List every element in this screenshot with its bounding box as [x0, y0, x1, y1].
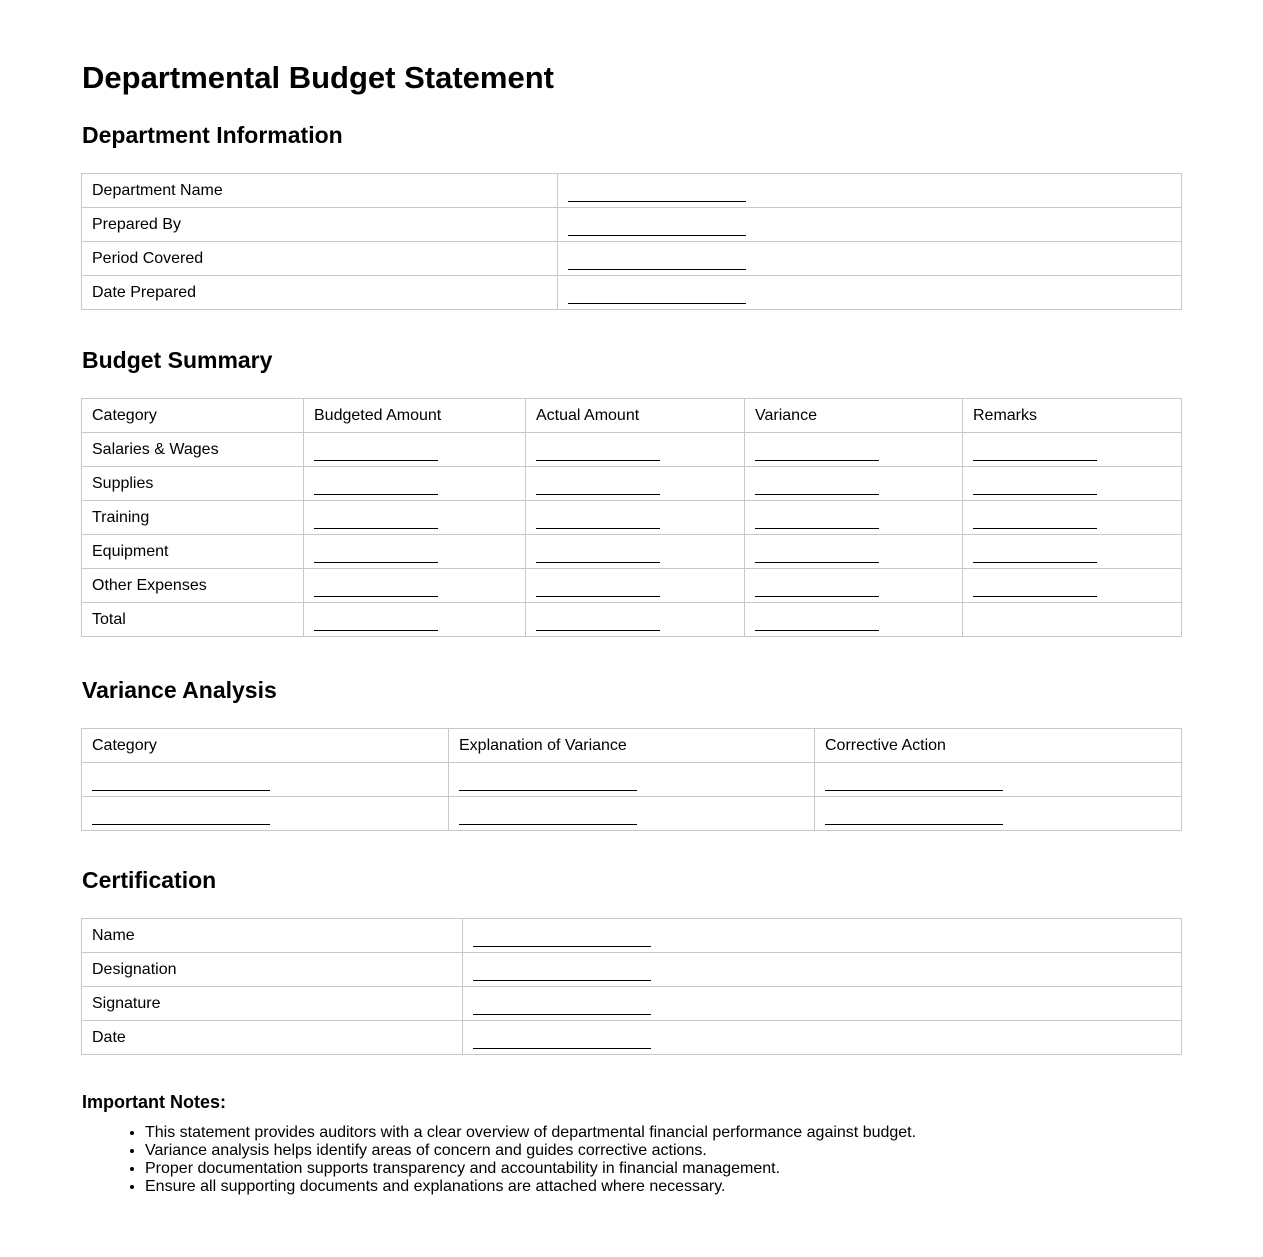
blank-line [568, 255, 746, 270]
field-label: Department Name [82, 174, 558, 208]
period-covered-field[interactable] [558, 242, 1182, 276]
blank-line [755, 514, 879, 529]
actual-amount-field[interactable] [526, 467, 745, 501]
blank-line [755, 446, 879, 461]
corrective-action-field[interactable] [815, 763, 1182, 797]
blank-line [973, 480, 1097, 495]
blank-line [536, 616, 660, 631]
remarks-field[interactable] [963, 467, 1182, 501]
table-row [82, 919, 1182, 953]
table-row [82, 797, 1182, 831]
prepared-by-field[interactable] [558, 208, 1182, 242]
table-row-total [82, 603, 1182, 637]
column-header: Explanation of Variance [449, 729, 815, 763]
blank-line [314, 616, 438, 631]
blank-line [473, 1000, 651, 1015]
blank-line [755, 582, 879, 597]
blank-line [973, 548, 1097, 563]
remarks-field[interactable] [963, 433, 1182, 467]
variance-analysis-heading: Variance Analysis [82, 677, 277, 703]
explanation-field[interactable] [449, 763, 815, 797]
blank-line [825, 776, 1003, 791]
actual-amount-field[interactable] [526, 569, 745, 603]
table-row [82, 174, 1182, 208]
blank-line [314, 548, 438, 563]
table-row [82, 1021, 1182, 1055]
blank-line [755, 616, 879, 631]
budget-summary-table [81, 398, 1182, 637]
budgeted-amount-field[interactable] [304, 501, 526, 535]
budgeted-amount-field[interactable] [304, 569, 526, 603]
list-item: • Ensure all supporting documents and explanations are attached where necessary. [145, 1178, 916, 1196]
variance-field[interactable] [745, 535, 963, 569]
remarks-field[interactable] [963, 535, 1182, 569]
page-title: Departmental Budget Statement [82, 60, 554, 95]
name-field[interactable] [463, 919, 1182, 953]
actual-amount-field[interactable] [526, 603, 745, 637]
category-label: Supplies [82, 467, 304, 501]
blank-line [973, 514, 1097, 529]
category-field[interactable] [82, 797, 449, 831]
field-label: Designation [82, 953, 463, 987]
column-header: Variance [745, 399, 963, 433]
column-header: Category [82, 729, 449, 763]
budgeted-amount-field[interactable] [304, 603, 526, 637]
budgeted-amount-field[interactable] [304, 535, 526, 569]
table-row [82, 569, 1182, 603]
field-label: Name [82, 919, 463, 953]
variance-field[interactable] [745, 433, 963, 467]
budget-summary-heading: Budget Summary [82, 347, 273, 373]
table-row [82, 953, 1182, 987]
blank-line [473, 1034, 651, 1049]
category-label: Training [82, 501, 304, 535]
blank-line [536, 480, 660, 495]
variance-analysis-table [81, 728, 1182, 831]
blank-line [536, 582, 660, 597]
remarks-empty-cell [963, 603, 1182, 637]
list-item: • This statement provides auditors with a clear overview of departmental financial performance against budget. [145, 1124, 916, 1142]
table-row [82, 433, 1182, 467]
category-label: Total [82, 603, 304, 637]
remarks-field[interactable] [963, 501, 1182, 535]
explanation-field[interactable] [449, 797, 815, 831]
field-label: Prepared By [82, 208, 558, 242]
table-header-row [82, 399, 1182, 433]
column-header: Remarks [963, 399, 1182, 433]
certification-heading: Certification [82, 867, 217, 893]
blank-line [973, 446, 1097, 461]
blank-line [473, 932, 651, 947]
column-header: Category [82, 399, 304, 433]
category-label: Salaries & Wages [82, 433, 304, 467]
table-row [82, 276, 1182, 310]
table-row [82, 501, 1182, 535]
column-header: Budgeted Amount [304, 399, 526, 433]
variance-field[interactable] [745, 569, 963, 603]
remarks-field[interactable] [963, 569, 1182, 603]
blank-line [755, 548, 879, 563]
corrective-action-field[interactable] [815, 797, 1182, 831]
department-name-field[interactable] [558, 174, 1182, 208]
department-info-table [81, 173, 1182, 310]
notes-title: Important Notes: [82, 1092, 226, 1112]
budgeted-amount-field[interactable] [304, 467, 526, 501]
table-row [82, 242, 1182, 276]
table-row [82, 987, 1182, 1021]
list-item: • Variance analysis helps identify areas of concern and guides corrective actions. [145, 1142, 916, 1160]
budgeted-amount-field[interactable] [304, 433, 526, 467]
blank-line [314, 514, 438, 529]
notes-list [82, 1124, 916, 1196]
blank-line [568, 289, 746, 304]
actual-amount-field[interactable] [526, 535, 745, 569]
blank-line [314, 480, 438, 495]
blank-line [314, 446, 438, 461]
signature-field[interactable] [463, 987, 1182, 1021]
variance-field[interactable] [745, 603, 963, 637]
blank-line [536, 548, 660, 563]
blank-line [536, 446, 660, 461]
actual-amount-field[interactable] [526, 433, 745, 467]
category-field[interactable] [82, 763, 449, 797]
blank-line [568, 221, 746, 236]
table-row [82, 208, 1182, 242]
category-label: Equipment [82, 535, 304, 569]
table-row [82, 467, 1182, 501]
date-field[interactable] [463, 1021, 1182, 1055]
designation-field[interactable] [463, 953, 1182, 987]
blank-line [568, 187, 746, 202]
blank-line [536, 514, 660, 529]
blank-line [92, 776, 270, 791]
blank-line [755, 480, 879, 495]
blank-line [973, 582, 1097, 597]
table-row [82, 763, 1182, 797]
certification-table [81, 918, 1182, 1055]
variance-field[interactable] [745, 501, 963, 535]
table-header-row [82, 729, 1182, 763]
blank-line [314, 582, 438, 597]
department-info-heading: Department Information [82, 122, 343, 148]
category-label: Other Expenses [82, 569, 304, 603]
blank-line [92, 810, 270, 825]
variance-field[interactable] [745, 467, 963, 501]
table-row [82, 535, 1182, 569]
column-header: Corrective Action [815, 729, 1182, 763]
blank-line [459, 810, 637, 825]
column-header: Actual Amount [526, 399, 745, 433]
field-label: Signature [82, 987, 463, 1021]
actual-amount-field[interactable] [526, 501, 745, 535]
field-label: Date [82, 1021, 463, 1055]
list-item: • Proper documentation supports transparency and accountability in financial management. [145, 1160, 916, 1178]
blank-line [825, 810, 1003, 825]
blank-line [473, 966, 651, 981]
field-label: Date Prepared [82, 276, 558, 310]
blank-line [459, 776, 637, 791]
field-label: Period Covered [82, 242, 558, 276]
date-prepared-field[interactable] [558, 276, 1182, 310]
